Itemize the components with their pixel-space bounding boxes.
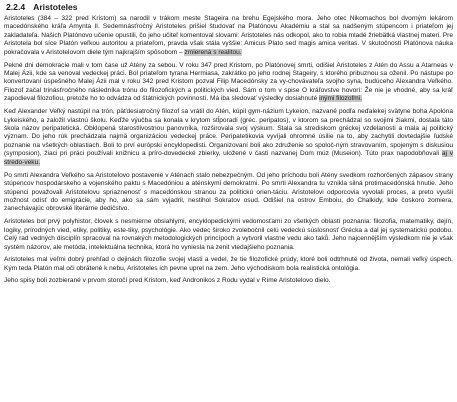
section-number: 2.2.4 [6,2,26,12]
paragraph: Jeho spisy boli zozbierané v prvom storočí pred Kristom, keď Andronikos z Rodu vydal v Ríme Aristotelovo dielo. [4,277,331,285]
paragraph: Aristoteles (384 – 322 pred Kristom) sa narodil v trákom meste Stageira na brehu Egejského mora. Jeho otec Nikomachos bol dvorným lekárom macedónského kráľa Amynta II. Sedemnásťročný Aristoteles prišiel študovať na Platónovu Akadémiu a stal sa nadšeným stúpencom i priateľom jej zakladateľa. Našich Platónovo učenie opustili, čo jeho učiteľ komentoval slovami: Aristoteles nás odkopol, ako to robia mladé žriebätká vlastnej materi. Pre Aristotela bol síce Platón veľkou autoritou a priateľom, pravda však stála vyššie: Amicus Plato sed magis amica veritas. V skutočnosti Platónova náuka pokračovala v Aristotelovom diele tým najkrajším spôsobom – zmierená s realitou. [4,15,453,56]
paragraph: Pekné dni demokracie mali v tom čase už Atény za sebou. V roku 347 pred Kristom, po Platónovej smrti, odišiel Aristoteles z Atén do Assu a Atarneas v Malej Ázii, kde sa venoval vedeckej práci. Bol priateľom tyrana Hermiasa, zakrátko po jeho rodnej Stageiry, s ktorého pribuznou sa oženil. Po nástupe po konvertovaní úspešného Malej Ázii mal v roku 342 pred Kristom pozval Filip Macedónsky za vy-chovávateľa svojho syna, budúceho Alexandra Veľkého. Filozof začal trinásťročného následníka trónu do filozofických a politických vied. Sám o tom v spise O kráľovstve hovorí: Že nie je vhodné, aby sa kráľ zapodieval filozofiou, pretože ho to odvádza od štátnických povinností. Má iba sledovať výsledky dosiahnuté inými filozofmi. [4,61,453,103]
section-heading [6,2,453,12]
paragraph: Aristoteles mal veľmi dobrý prehľad o dejinách filozofie svojej vlasti a vedel, že tie filozofické prúdy, ktoré boli odtrhnuté od života, nemali veľký úspech. Kým teda Platón mal oči obrátené k nebu, Aristoteles ich pevne uprel na zem. Jeho východiskom bola realistická ontológia. [4,256,453,272]
highlighted-text: inými filozofmi. [319,95,363,103]
section-title: Aristoteles [33,2,78,12]
paragraph: Keď Alexander Veľký nastúpil na trón, päťdesiatročný filozof sa vrátil do Atén, kúpil gym-názium Lykeion, nazvané podľa neďalekej svätyne boha Apolóna Lykeiského, a založil vlastnú školu. Keďže výučba sa konala v krytom stĺporadí (gréc. peripatos), v ktorom sa prechádzal so svojimi žiakmi, dostala táto škola názov peripatetická. Obklopená starostlivostnou panovníka, rozširovala svoj výskum. Stala sa strediskom gréckej vzdelanosti a mala aj politický význam. Do jeho rúk prechádzala najmä organizáciou vedeckej práce. Peripatetikovia vyvíjali ohromné úsilie na to, aby zachytili dovtedajšie ľudské poznanie na všetkých oblastiach. Boli to prví európski encyklopedisti. Organizovaní boli ako združenie so spoloč-ným stravovaním, spojeným s diskusiou (symposion), žiaci pri práci používali knižnicu a príro-dovedecké zbierky, uložené v časti nazvanej Dom múz (Museion). Túto prax napodobňovali aj v stredo-veku. [4,108,453,166]
paragraph: Aristoteles bol prvý polyhistor, človek s nesmierne obsiahlymi, encyklopedickými vedomosťami zo všetkých oblastí poznania: filozofia, matematiky, dejín, logiky, prírodných vied, etiky, politiky, este-tiky, psychológie. Ako vedec široko zvolebočnil celú vedeckú súslosnosť Grécka a dal jej systematickú podobu. Celý rad vedných disciplín spracoval na rovnakých metodologických princípoch a vytvoril vlastne vedu ako taků. Jeho najcennějším výsledkom nie je však systém názorov, ale metóda, intelektuálna technika, ktorá ho vyniesla na zenit vtedajšieho poznania. [4,218,453,251]
highlighted-text: zmierená s realitou. [184,48,242,56]
highlighted-text: aj v stredo-veku. [4,150,453,166]
paragraph: Po smrti Alexandra Veľkého sa Aristotelovo postavenie v Aténach stalo nebezpečným. Od jeho príchodu boli Atény svedkom rozhorčených zápasov strany stúpencov hospodárskeho a vojenského paktu s Macedóniou a aténskymi demokratmi. Po smrti Alexandra tu vznikla silná protimacedónská hnutie. Jeho stúpenci považovali Aristotelovu spriaznenosť s macedónskou stranou za politickú orien-táciu. Aristotelovi odporcovia vyvolali proces, a preto vyušli možnost odísť do emigrácie, aby ho, ako sa sám vyjadril, nestihol Sokratov osud. Odišiel na ostrov Emboiu, do Chalkidy, kde čoskoro zomiera, zanechávajúc obrovské literárne dedičstvo. [4,171,453,213]
